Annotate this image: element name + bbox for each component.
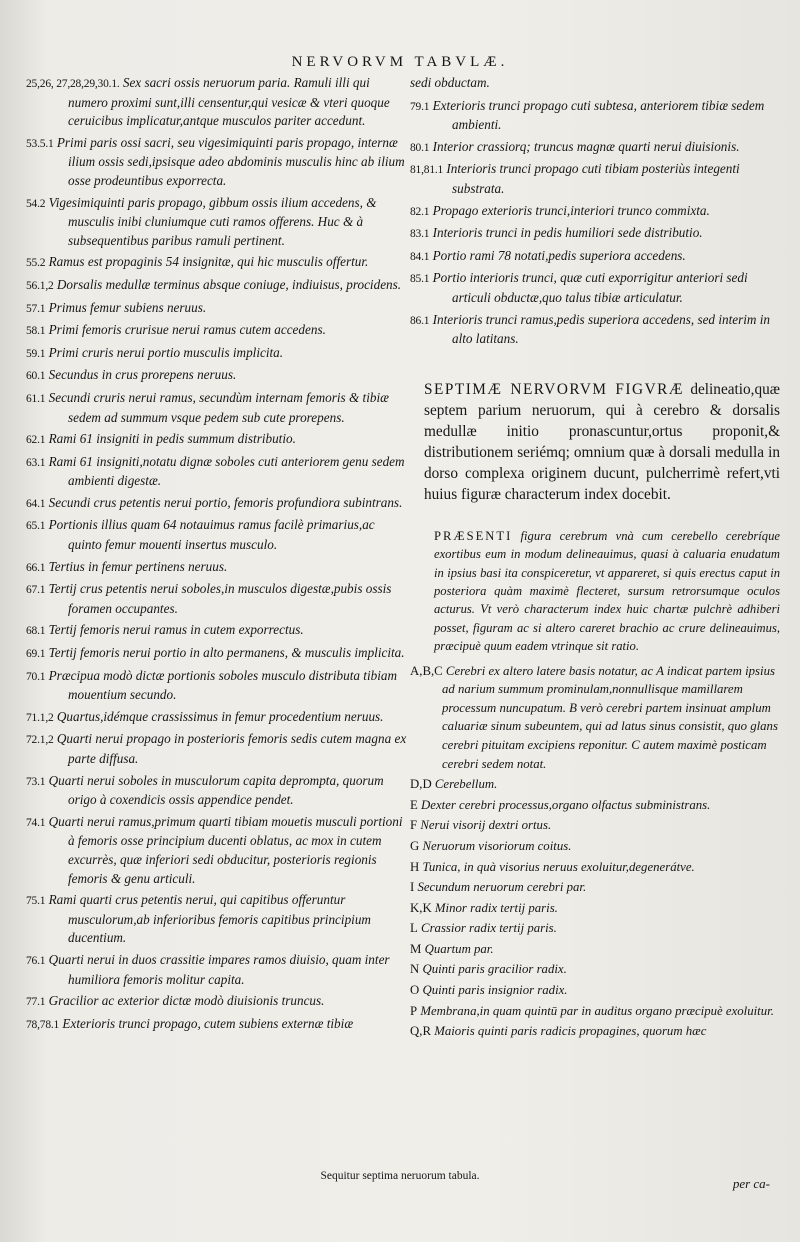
letter-entry — [410, 1002, 780, 1021]
letter-entry-number: H — [410, 859, 420, 874]
index-entry — [26, 951, 408, 989]
index-entry-number: 63.1 — [26, 456, 46, 469]
index-entry-text: Ramus est propaginis 54 insignitæ, qui hic musculis offertur. — [48, 254, 369, 270]
letter-entry-text: Quinti paris insignior radix. — [422, 983, 568, 998]
index-entry-number: 65.1 — [26, 520, 46, 533]
index-entry — [26, 299, 408, 319]
index-entry — [26, 644, 408, 664]
letter-entry-number: K,K — [410, 900, 432, 915]
index-entry-number: 85.1 — [410, 273, 430, 286]
index-entry-text: Secundus in crus prorepens neruus. — [48, 367, 237, 383]
index-entry-text: Rami quarti crus petentis nerui, qui capitibus offeruntur musculorum,ab inferioribus femoris capitibus principium ducentium. — [48, 892, 371, 946]
index-entry — [26, 772, 408, 810]
index-entry — [26, 430, 408, 450]
index-entry-number: 68.1 — [26, 625, 46, 638]
index-entry-number: 70.1 — [26, 670, 46, 683]
index-entry — [26, 453, 408, 491]
index-entry-text: Tertij femoris nerui portio in alto permanens, & musculis implicita. — [48, 645, 405, 661]
letter-entry — [410, 878, 780, 897]
index-entry-text: Rami 61 insigniti,notatu dignæ soboles cuti anteriorem genu sedem ambienti digestæ. — [48, 453, 405, 489]
index-entry — [410, 138, 780, 158]
section-heading — [424, 379, 780, 505]
letter-entry-text: Cerebri ex altero latere basis notatur, ac A indicat partem ipsius ad narium summum prominulam,nonnullisque mamillarem processum nuncupatum. B verò cerebri partem insinuat amplum caluariæ sinum subeuntem, qui ad latus sinus consistit, quo glans cerebri pituitam excipiens reponitur. C autem maximè posticam cerebri sedem notat. — [442, 663, 778, 771]
index-entry-number: 80.1 — [410, 141, 430, 154]
index-entry-number: 86.1 — [410, 314, 430, 327]
letter-entry — [410, 816, 780, 835]
index-entry-text: Vigesimiquinti paris propago, gibbum ossis ilium accedens, & musculis inibi cluniumque cuti ramos offerens. Huc & à subsequentibus paribus ramuli pertinent. — [48, 194, 377, 248]
intro-paragraph-text: figura cerebrum vnà cum cerebello cerebríque exortibus eum in modum delineauimus, quasi à caluaria enudatum in ipsius basi ita conspiceretur, vt appareret, si quis erectus caput in posteriora quàm maximè flecteret, sursum retrorsumque oculos acturus. Vt verò characterum index huic chartæ pulchrè adhiberi posset, figuram ac si altero careret brachio ac crure delineauimus, præcipuè quum eadem vtrinque sit ratio. — [434, 528, 780, 654]
index-entry — [410, 97, 780, 135]
letter-entry-text: Cerebellum. — [434, 777, 498, 792]
index-entry-number: 77.1 — [26, 996, 46, 1009]
index-entry-text: Interioris trunci propago cuti tibiam posteriùs integenti substrata. — [446, 161, 740, 196]
left-column — [26, 74, 408, 1037]
page-footer: Sequitur septima neruorum tabula. — [320, 1170, 480, 1182]
index-entry — [26, 494, 408, 514]
index-entry — [26, 992, 408, 1012]
index-entry — [410, 74, 780, 94]
index-entry-text: Dorsalis medullæ terminus absque coniuge, indiuisus, procidens. — [56, 276, 402, 292]
letter-entry-number: E — [410, 797, 418, 812]
intro-paragraph — [434, 527, 780, 656]
index-entry-number: 57.1 — [26, 302, 46, 315]
index-entry — [26, 558, 408, 578]
index-entry-number: 61.1 — [26, 392, 46, 405]
index-entry — [26, 891, 408, 948]
index-entry — [410, 202, 780, 222]
index-entry-number: 76.1 — [26, 954, 46, 967]
letter-entry — [410, 837, 780, 856]
letter-entry-number: A,B,C — [410, 663, 443, 678]
index-entry-number: 72.1,2 — [26, 734, 54, 747]
index-entry — [26, 366, 408, 386]
letter-entry-number: F — [410, 818, 418, 833]
index-entry — [410, 160, 780, 198]
index-entry — [410, 311, 780, 349]
index-entry-number: 66.1 — [26, 561, 46, 574]
letter-entry-text: Secundum neruorum cerebri par. — [417, 880, 587, 895]
index-entry-text: Tertij crus petentis nerui soboles,in musculos digestæ,pubis ossis foramen occupantes. — [48, 581, 392, 616]
index-entry-number: 75.1 — [26, 895, 46, 908]
letter-entry — [410, 940, 780, 959]
index-entry-number: 60.1 — [26, 370, 46, 383]
index-entry — [26, 253, 408, 273]
index-entry-number: 25,26, 27,28,29,30.1. — [26, 78, 120, 90]
letter-entry — [410, 662, 780, 774]
index-entry — [26, 134, 408, 191]
index-entry-text: Primus femur subiens neruus. — [48, 299, 207, 315]
letter-entry-number: Q,R — [410, 1024, 431, 1039]
index-entry — [26, 389, 408, 427]
index-entry-text: Secundi cruris nerui ramus, secundùm internam femoris & tibiæ sedem ad summum vsque pedem sub cute prorepens. — [48, 389, 389, 425]
index-entry-number: 64.1 — [26, 497, 46, 510]
letter-entry-text: Neruorum visoriorum coitus. — [422, 838, 572, 853]
index-entry — [26, 516, 408, 554]
index-entry — [26, 580, 408, 618]
letter-entry-text: Nerui visorij dextri ortus. — [420, 818, 552, 833]
index-entry-number: 62.1 — [26, 434, 46, 447]
letter-entry — [410, 919, 780, 938]
letter-entry-text: Minor radix tertij paris. — [434, 900, 558, 915]
running-header: NERVORVM TABVLÆ. — [291, 54, 509, 70]
index-entry-number: 79.1 — [410, 100, 430, 113]
intro-paragraph-caps: PRÆSENTI — [434, 528, 513, 543]
index-entry — [26, 708, 408, 728]
index-entry-number: 53.5.1 — [26, 137, 54, 150]
index-entry-text: Tertius in femur pertinens neruus. — [48, 558, 228, 574]
right-column — [410, 74, 780, 1043]
index-entry-number: 78,78.1 — [26, 1018, 60, 1031]
letter-entry — [410, 960, 780, 979]
index-entry-text: Præcipua modò dictæ portionis soboles musculo distributa tibiam mouentium secundo. — [48, 667, 398, 703]
letter-entry-text: Tunica, in quà visorius neruus exoluitur,degenerátve. — [422, 859, 695, 874]
index-entry-number: 82.1 — [410, 205, 430, 218]
letter-entry — [410, 1022, 780, 1041]
letter-entry — [410, 796, 780, 815]
index-entry-number: 55.2 — [26, 257, 46, 270]
index-entry — [26, 344, 408, 364]
index-entry-text: Sex sacri ossis neruorum paria. Ramuli illi qui numero proximi sunt,illi censentur,qui vesicæ & vteri quoque ceruicibus implicatur,antque musculos pariter accedunt. — [68, 75, 390, 129]
letter-index-list — [410, 662, 780, 1041]
index-entry-text: Rami 61 insigniti in pedis summum distributio. — [48, 431, 296, 447]
index-entry — [26, 730, 408, 768]
index-entry — [410, 247, 780, 267]
index-entry-number: 81,81.1 — [410, 164, 444, 177]
letter-entry-number: I — [410, 880, 415, 895]
index-entry — [26, 321, 408, 341]
index-entry-text: Primi femoris crurisue nerui ramus cutem accedens. — [48, 322, 326, 338]
index-entry-text: Exterioris trunci propago cuti subtesa, anteriorem tibiæ sedem ambienti. — [432, 97, 765, 133]
index-entry-number: 69.1 — [26, 648, 46, 661]
index-entry — [26, 74, 408, 131]
index-entry-number: 56.1,2 — [26, 279, 54, 292]
index-entry-text: Interior crassiorq; truncus magnæ quarti nerui diuisionis. — [432, 138, 740, 154]
letter-entry-number: M — [410, 941, 422, 956]
index-entry — [26, 813, 408, 888]
index-entry-text: Quartus,idémque crassissimus in femur procedentium neruus. — [56, 708, 384, 724]
index-entry-text: Tertij femoris nerui ramus in cutem exporrectus. — [48, 622, 304, 638]
index-entry-text: Quarti nerui ramus,primum quarti tibiam mouetis musculi portioni à femoris osse principium ducenti oblatus, ac mox in cutem excurrès, quæ inferiori sedi obducitur, posterioris regionis femoris & genu articuli. — [48, 813, 403, 886]
index-entry-text: Portionis illius quam 64 notauimus ramus facilè primarius,ac quinto femur mouenti insertus musculo. — [48, 517, 375, 553]
index-entry-text: Secundi crus petentis nerui portio, femoris profundiora subintrans. — [48, 494, 403, 510]
index-entry-number: 59.1 — [26, 347, 46, 360]
index-entry-number: 84.1 — [410, 250, 430, 263]
index-entry — [410, 224, 780, 244]
section-heading-caps: SEPTIMÆ NERVORVM FIGVRÆ — [424, 380, 684, 398]
catchword: per ca- — [732, 1176, 770, 1191]
index-entry-number: 67.1 — [26, 584, 46, 597]
index-entry — [26, 1015, 408, 1035]
letter-entry-text: Quinti paris gracilior radix. — [422, 962, 567, 977]
letter-entry-number: N — [410, 962, 420, 977]
letter-entry-number: L — [410, 921, 418, 936]
letter-entry-text: Quartum par. — [424, 941, 494, 956]
letter-entry — [410, 981, 780, 1000]
index-entry-number: 74.1 — [26, 816, 46, 829]
index-entry — [26, 621, 408, 641]
index-entry-text: Primi cruris nerui portio musculis implicita. — [48, 344, 284, 360]
index-entry-number: 54.2 — [26, 197, 46, 210]
index-entry-text: Portio interioris trunci, quæ cuti exporrigitur anteriori sedi articuli obductæ,quo talus tibiæ articulatur. — [432, 270, 748, 305]
index-entry — [26, 276, 408, 296]
index-entry-number: 73.1 — [26, 775, 46, 788]
index-entry-text: Propago exterioris trunci,interiori trunco commixta. — [432, 202, 710, 218]
index-entry-text: Portio rami 78 notati,pedis superiora accedens. — [432, 247, 686, 263]
index-entry-text: Interioris trunci ramus,pedis superiora accedens, sed interim in alto latitans. — [432, 311, 770, 347]
letter-entry-text: Maioris quinti paris radicis propagines, quorum hæc — [434, 1024, 707, 1039]
letter-entry-number: D,D — [410, 777, 432, 792]
right-entry-list — [410, 74, 780, 349]
index-entry-text: Gracilior ac exterior dictæ modò diuisionis truncus. — [48, 993, 325, 1009]
index-entry-text: Exterioris trunci propago, cutem subiens externæ tibiæ — [62, 1015, 354, 1031]
letter-entry — [410, 858, 780, 877]
index-entry — [26, 194, 408, 251]
letter-entry-number: O — [410, 983, 420, 998]
index-entry-number: 83.1 — [410, 228, 430, 241]
letter-entry — [410, 899, 780, 918]
index-entry-number: 58.1 — [26, 325, 46, 338]
index-entry-text: sedi obductam. — [410, 75, 490, 90]
letter-entry-text: Dexter cerebri processus,organo olfactus subministrans. — [421, 797, 711, 812]
index-entry-text: Primi paris ossi sacri, seu vigesimiquinti paris propago, internæ ilium ossis sedi,ipsisque adeo abdominis musculis hinc ab ilium osse prodeuntibus exporrecta. — [56, 134, 405, 188]
letter-entry-number: P — [410, 1003, 418, 1018]
index-entry-text: Quarti nerui propago in posterioris femoris sedis cutem magna ex parte diffusa. — [56, 731, 407, 766]
section-heading-text: delineatio,quæ septem parium neruorum, qui à cerebro & dorsalis medullæ initio pronascuntur,ortus proponit,& distributionem seriémq; omnium quæ à dorsali medulla in dorso complexa originem ducunt, pulcherrimè refert,vti huius figuræ characterum index docebit. — [424, 380, 780, 503]
index-entry — [26, 667, 408, 705]
letter-entry-text: Membrana,in quam quintū par in auditus organo præcipuè exoluitur. — [420, 1003, 774, 1018]
index-entry-text: Interioris trunci in pedis humiliori sede distributio. — [432, 225, 703, 241]
index-entry — [410, 269, 780, 307]
letter-entry-number: G — [410, 838, 420, 853]
index-entry-text: Quarti nerui soboles in musculorum capita deprompta, quorum origo à coxendicis ossis appendice pendet. — [48, 772, 384, 808]
index-entry-number: 71.1,2 — [26, 711, 54, 724]
letter-entry-text: Crassior radix tertij paris. — [421, 921, 557, 936]
letter-entry — [410, 775, 780, 794]
index-entry-text: Quarti nerui in duos crassitie impares ramos diuisio, quam inter humiliora femoris molitur capita. — [48, 951, 390, 987]
